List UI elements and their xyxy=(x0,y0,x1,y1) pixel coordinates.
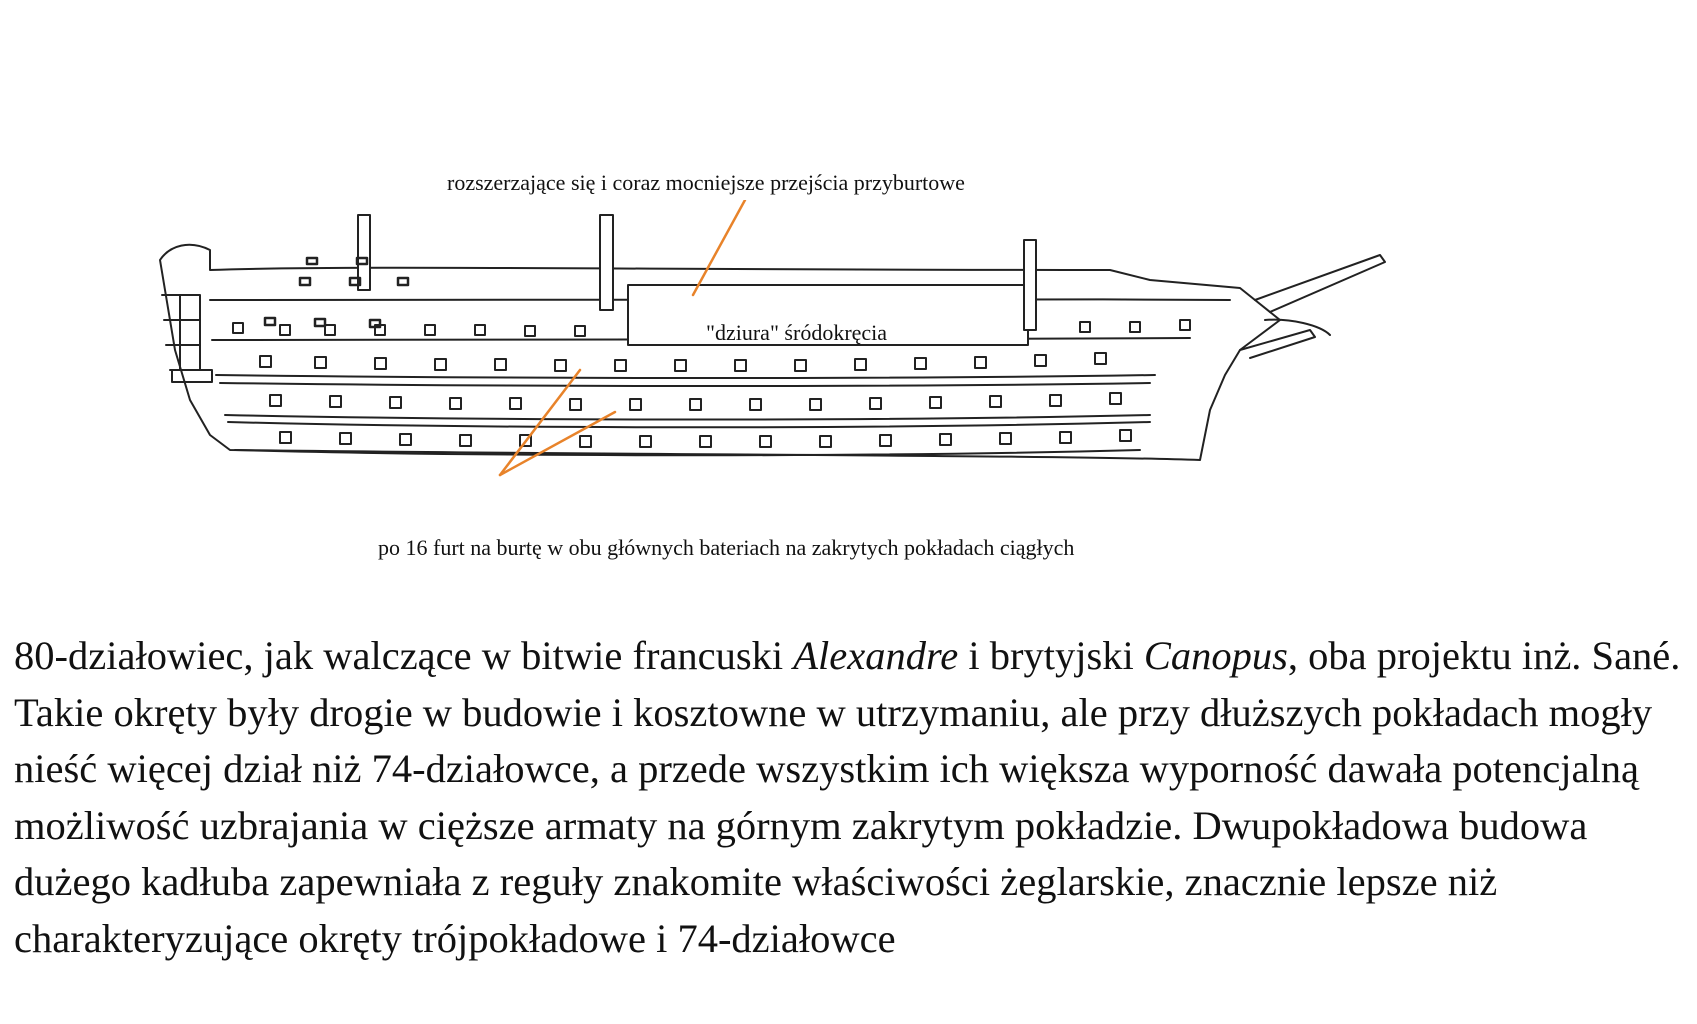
bowsprit xyxy=(1255,255,1385,312)
gun-ports-bottom xyxy=(280,430,1131,447)
caption-paragraph xyxy=(14,628,1684,967)
caption-text-2: i brytyjski xyxy=(958,633,1144,678)
caption-text-3: , oba projektu inż. Sané. Takie okręty były drogie w budowie i kosztowne w utrzymaniu, ale przy dłuższych pokładach mogły nieść więcej dział niż 74-działowce, a przede wszystkim ich większa wyporność dawała potencjalną możliwość uzbrajania w cięższe armaty na górnym zakrytym pokładzie. Dwupokładowa budowa dużego kadłuba zapewniała z reguły znakomite właściwości żeglarskie, znacznie lepsze niż charakteryzujące okręty trójpokładowe i 74-działowce xyxy=(14,633,1681,961)
annotation-side-gangways: rozszerzające się i coraz mocniejsze przejścia przyburtowe xyxy=(447,170,965,195)
ship-drawing xyxy=(150,200,1440,530)
annotation-gun-ports: po 16 furt na burtę w obu głównych bateriach na zakrytych pokładach ciągłych xyxy=(378,535,1075,560)
ship-name-alexandre: Alexandre xyxy=(793,633,959,678)
main-mast xyxy=(600,215,613,310)
fore-mast xyxy=(1024,240,1036,330)
leader-line-bottom-2 xyxy=(500,412,615,475)
caption-text-1: 80-działowiec, jak walczące w bitwie francuski xyxy=(14,633,794,678)
leader-line-top xyxy=(693,200,745,295)
annotation-waist-hole: "dziura" śródokręcia xyxy=(706,320,888,345)
ship-name-canopus: Canopus xyxy=(1143,633,1288,678)
gun-ports-lower xyxy=(270,393,1121,410)
gun-ports-middle xyxy=(260,353,1106,371)
